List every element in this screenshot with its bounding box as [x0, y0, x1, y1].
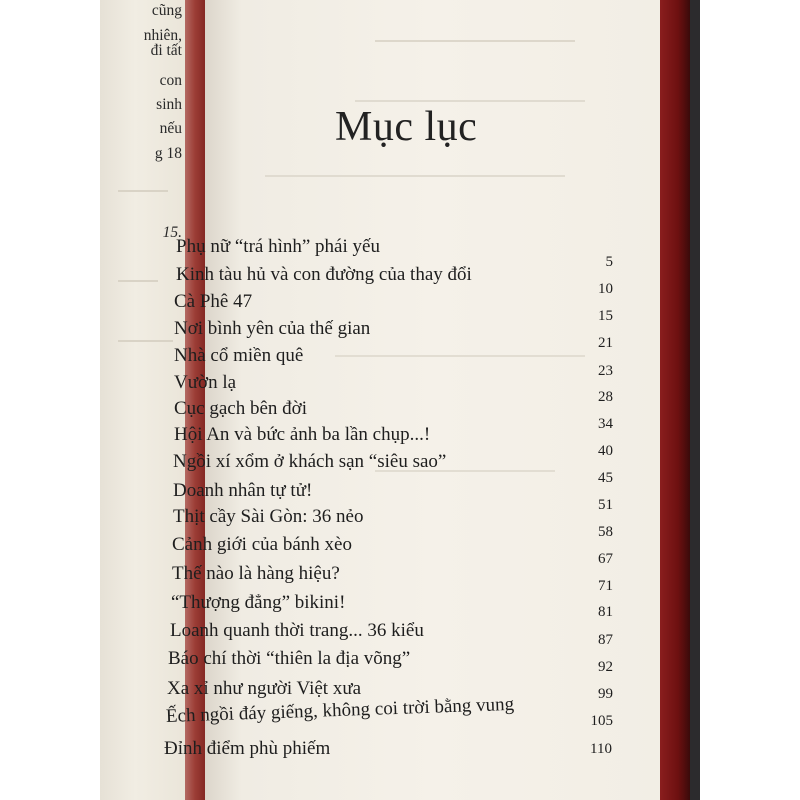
toc-entry-title: Đỉnh điểm phù phiếm: [164, 738, 331, 759]
left-page-line: nếu: [159, 120, 182, 137]
toc-entry-page: 87: [598, 632, 613, 648]
toc-entry-page: 71: [598, 578, 613, 594]
left-page-line: g 18: [154, 145, 182, 162]
toc-entry-title: Báo chí thời “thiên la địa võng”: [168, 648, 411, 669]
toc-entry-title: Loanh quanh thời trang... 36 kiểu: [170, 620, 424, 641]
toc-entry-title: Phụ nữ “trá hình” phái yếu: [176, 236, 380, 257]
toc-entry-title: Ngồi xí xổm ở khách sạn “siêu sao”: [173, 451, 447, 472]
toc-entry-page: 28: [598, 389, 613, 405]
toc-entry-title: Thế nào là hàng hiệu?: [172, 563, 340, 584]
background-white: [700, 0, 800, 800]
toc-entry-title: Cục gạch bên đời: [174, 398, 307, 419]
toc-entry-title: Hội An và bức ảnh ba lần chụp...!: [174, 424, 431, 445]
toc-entry-title: Cà Phê 47: [174, 291, 253, 312]
left-page-line: đi tất: [150, 42, 182, 59]
left-page-line: nhiên,: [143, 27, 182, 44]
toc-entry-page: 51: [598, 497, 613, 513]
left-page-line: cũng: [151, 2, 182, 19]
toc-entry-title: Xa xỉ như người Việt xưa: [167, 678, 362, 699]
toc-entry-page: 110: [590, 741, 612, 757]
toc-entry-page: 34: [598, 416, 613, 432]
toc-title: Mục lục: [335, 104, 478, 150]
book-cover-edge: [660, 0, 690, 800]
toc-entry-title: Cảnh giới của bánh xèo: [172, 534, 352, 555]
toc-entry-page: 92: [598, 659, 613, 675]
toc-entry-page: 10: [598, 281, 613, 297]
toc-entry-page: 5: [605, 254, 613, 270]
bleed-through-mark: [118, 340, 173, 342]
toc-entry-title: Nhà cổ miền quê: [174, 345, 304, 366]
toc-entry-page: 45: [598, 470, 613, 486]
toc-entry-title: Ếch ngồi đáy giếng, không coi trời bằng vung: [165, 693, 515, 727]
toc-entry-title: Kinh tàu hủ và con đường của thay đổi: [176, 264, 472, 285]
bleed-through-mark: [118, 280, 158, 282]
toc-entry-page: 40: [598, 443, 613, 459]
toc-entry-page: 58: [598, 524, 613, 540]
bleed-through-mark: [118, 190, 168, 192]
toc-entry-page: 81: [598, 604, 613, 620]
left-page-line: con: [159, 72, 182, 89]
toc-entry-title: Nơi bình yên của thế gian: [174, 318, 371, 339]
toc-entry-title: “Thượng đẳng” bikini!: [171, 592, 346, 613]
toc-entry-page: 21: [598, 335, 613, 351]
toc-entry-page: 67: [598, 551, 613, 567]
toc-entry-title: Thịt cầy Sài Gòn: 36 nẻo: [173, 506, 364, 527]
left-page-line: 15.: [162, 224, 182, 241]
left-page-line: sinh: [156, 96, 182, 113]
toc-entry-page: 15: [598, 308, 613, 324]
toc-entry-page: 105: [590, 713, 613, 729]
toc-entry-title: Doanh nhân tự tử!: [173, 480, 313, 501]
toc-entry-title: Vườn lạ: [174, 372, 237, 393]
toc-entry-page: 23: [598, 363, 613, 379]
toc-entry-page: 99: [598, 686, 613, 702]
